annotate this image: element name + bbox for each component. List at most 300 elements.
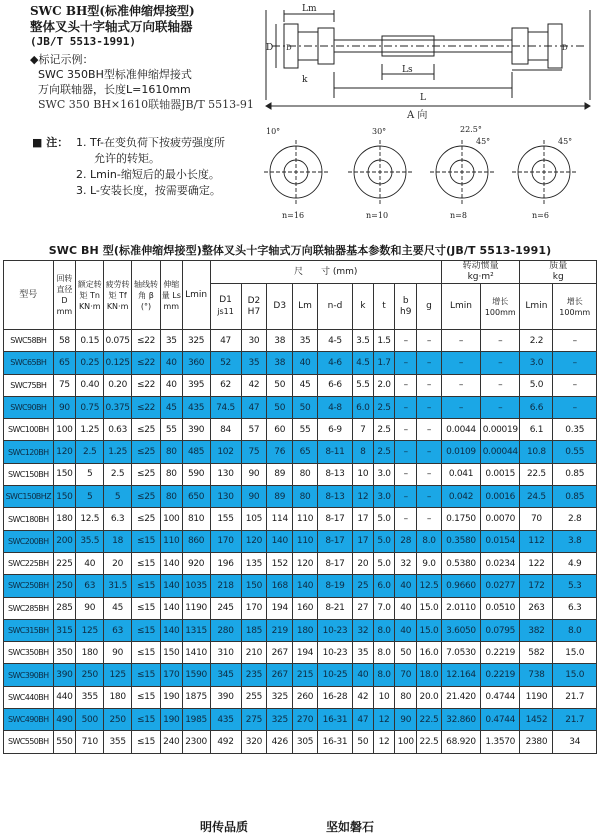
table-row [4,664,597,686]
header-dimensions: 尺 寸 (mm) [210,261,441,284]
header-d3: D3 [267,284,293,330]
value-cell: 3.5 [353,330,374,352]
table-row [4,575,597,597]
header-beta: 轴线转角 β (°) [132,261,161,330]
header-lmin: Lmin [182,261,210,330]
value-cell: 8-17 [317,508,352,530]
header-lm: Lm [293,284,318,330]
value-cell: 218 [210,575,241,597]
value-cell: 860 [182,530,210,552]
value-cell: 50 [395,642,417,664]
value-cell: 0.85 [553,486,597,508]
value-cell: 500 [76,709,104,731]
value-cell: 219 [267,619,293,641]
value-cell: 275 [241,709,267,731]
value-cell: 390 [53,664,76,686]
header-d2: D2 H7 [241,284,267,330]
value-cell: 240 [160,731,182,753]
value-cell: 435 [210,709,241,731]
bolt-count-label: n=16 [282,211,305,220]
value-cell: 8-19 [317,575,352,597]
value-cell: 170 [210,530,241,552]
value-cell: 8-11 [317,441,352,463]
value-cell: – [395,508,417,530]
value-cell: 263 [520,597,553,619]
table-title: SWC BH 型(标准伸缩焊接型)整体叉头十字轴式万向联轴器基本参数和主要尺寸(JB/T 5513-1991) [48,244,552,257]
value-cell: 180 [293,619,318,641]
value-cell: 8.0 [373,619,395,641]
note-3: 3. L-安装长度，按需要确定。 [76,184,221,197]
value-cell: 6.0 [373,575,395,597]
value-cell: 0.55 [553,441,597,463]
value-cell: 168 [267,575,293,597]
value-cell: – [481,352,520,374]
value-cell: – [481,396,520,418]
value-cell: 16-28 [317,686,352,708]
value-cell: 3.6050 [441,619,480,641]
value-cell: 0.0015 [481,463,520,485]
value-cell: 6.0 [353,396,374,418]
value-cell: ≤22 [132,352,161,374]
value-cell: 35 [241,352,267,374]
value-cell: ≤15 [132,530,161,552]
value-cell: – [481,330,520,352]
value-cell: 90 [104,642,132,664]
value-cell: 31.5 [104,575,132,597]
value-cell: 8.0 [553,619,597,641]
notes-lead: ■ 注： [32,136,69,149]
label-a-view: A 向 [407,110,428,120]
table-row [4,486,597,508]
flange-views [262,122,598,222]
value-cell: 1410 [182,642,210,664]
value-cell: 110 [293,508,318,530]
value-cell: 0.042 [441,486,480,508]
value-cell: – [395,463,417,485]
value-cell: 40 [76,552,104,574]
mark-example-code: SWC 350 BH×1610联轴器JB/T 5513-91 [38,98,254,111]
value-cell: 60 [267,419,293,441]
value-cell: 0.0795 [481,619,520,641]
value-cell: 3.0 [373,463,395,485]
model-cell: SWC350BH [4,642,54,664]
value-cell: 15.0 [553,664,597,686]
value-cell: 2.5 [373,396,395,418]
value-cell: 80 [160,463,182,485]
value-cell: 250 [76,664,104,686]
value-cell: – [417,396,442,418]
header-d: 回转直径 D mm [53,261,76,330]
header-ls: 伸缩量 Ls mm [160,261,182,330]
value-cell: ≤15 [132,597,161,619]
value-cell: 0.85 [553,463,597,485]
value-cell: 360 [182,352,210,374]
value-cell: 1590 [182,664,210,686]
value-cell: 315 [53,619,76,641]
value-cell: 196 [210,552,241,574]
top-section [0,0,600,232]
value-cell: 80 [160,486,182,508]
value-cell: 75 [53,374,76,396]
header-k: k [353,284,374,330]
model-cell: SWC75BH [4,374,54,396]
value-cell: – [553,374,597,396]
bolt-count-label: n=10 [366,211,389,220]
value-cell: 1452 [520,709,553,731]
value-cell: 0.2219 [481,664,520,686]
table-row [4,731,597,753]
value-cell: 0.00044 [481,441,520,463]
value-cell: 152 [267,552,293,574]
value-cell: 112 [520,530,553,552]
value-cell: 390 [210,686,241,708]
value-cell: 47 [210,330,241,352]
value-cell: ≤15 [132,552,161,574]
value-cell: 15.0 [417,619,442,641]
table-row [4,508,597,530]
value-cell: – [395,374,417,396]
header-inertia: 转动惯量 kg·m² [441,261,520,284]
value-cell: 135 [241,552,267,574]
value-cell: 0.041 [441,463,480,485]
value-cell: 1985 [182,709,210,731]
value-cell: 1.25 [76,419,104,441]
header-mass: 质量 kg [520,261,597,284]
value-cell: 390 [182,419,210,441]
bolt-count-label: n=6 [532,211,549,220]
model-cell: SWC285BH [4,597,54,619]
value-cell: 2.5 [76,441,104,463]
value-cell: 4-6 [317,352,352,374]
value-cell: 270 [293,709,318,731]
footer-slogan-left: 明传品质 [200,820,249,834]
value-cell: 55 [293,419,318,441]
value-cell: 255 [241,686,267,708]
angle-label: 30° [372,127,387,136]
value-cell: ≤15 [132,619,161,641]
value-cell: 89 [267,486,293,508]
value-cell: 170 [160,664,182,686]
value-cell: 20 [353,552,374,574]
value-cell: 180 [53,508,76,530]
value-cell: 0.40 [76,374,104,396]
value-cell: 1.3570 [481,731,520,753]
value-cell: 65 [293,441,318,463]
value-cell: ≤15 [132,642,161,664]
value-cell: 2.8 [553,508,597,530]
value-cell: 12.164 [441,664,480,686]
value-cell: 110 [160,530,182,552]
value-cell: 35 [293,330,318,352]
value-cell: 0.3580 [441,530,480,552]
value-cell: 5.5 [353,374,374,396]
model-cell: SWC120BH [4,441,54,463]
value-cell: 200 [53,530,76,552]
value-cell: 18 [104,530,132,552]
model-cell: SWC225BH [4,552,54,574]
value-cell: 0.5380 [441,552,480,574]
value-cell: 280 [210,619,241,641]
header-mass-inc: 增长 100mm [553,284,597,330]
value-cell: 0.75 [76,396,104,418]
value-cell: 485 [182,441,210,463]
value-cell: – [441,330,480,352]
model-cell: SWC390BH [4,664,54,686]
value-cell: 12.5 [417,575,442,597]
value-cell: 2380 [520,731,553,753]
value-cell: 10 [353,463,374,485]
value-cell: 63 [104,619,132,641]
label-k: k [302,75,308,85]
value-cell: ≤15 [132,575,161,597]
value-cell: 0.15 [76,330,104,352]
value-cell: 4-5 [317,330,352,352]
value-cell: 15.0 [553,642,597,664]
mark-example-heading: ◆标记示例： [30,53,94,66]
value-cell: 2.5 [373,441,395,463]
value-cell: 8-13 [317,486,352,508]
value-cell: 710 [76,731,104,753]
value-cell: 70 [520,508,553,530]
value-cell: 350 [53,642,76,664]
value-cell: 105 [241,508,267,530]
header-inertia-inc: 增长 100mm [481,284,520,330]
value-cell: 58 [53,330,76,352]
value-cell: – [441,352,480,374]
value-cell: 5.0 [373,552,395,574]
value-cell: ≤25 [132,419,161,441]
value-cell: 245 [210,597,241,619]
label-d: D [266,43,274,53]
value-cell: – [417,352,442,374]
value-cell: 10 [373,686,395,708]
value-cell: 8-21 [317,597,352,619]
value-cell: 30 [241,330,267,352]
value-cell: 65 [53,352,76,374]
value-cell: 12 [353,486,374,508]
value-cell: 1035 [182,575,210,597]
value-cell: 75 [241,441,267,463]
value-cell: – [395,486,417,508]
value-cell: 12 [373,731,395,753]
value-cell: 325 [267,686,293,708]
value-cell: ≤25 [132,463,161,485]
note-2: 2. Lmin-缩短后的最小长度。 [76,168,220,181]
value-cell: 120 [293,552,318,574]
model-cell: SWC200BH [4,530,54,552]
value-cell: 6.6 [520,396,553,418]
value-cell: 40 [293,352,318,374]
value-cell: 8.0 [417,530,442,552]
mark-example-line: 万向联轴器，长度L=1610mm [38,83,191,96]
value-cell: 16.0 [417,642,442,664]
value-cell: 0.0510 [481,597,520,619]
table-row [4,352,597,374]
table-row [4,530,597,552]
parameters-table [3,260,597,754]
value-cell: 260 [293,686,318,708]
value-cell: 45 [104,597,132,619]
value-cell: 1875 [182,686,210,708]
value-cell: 45 [293,374,318,396]
table-row [4,419,597,441]
value-cell: 2.0 [373,374,395,396]
value-cell: 267 [267,642,293,664]
table-row [4,642,597,664]
value-cell: 0.35 [553,419,597,441]
value-cell: 5 [76,463,104,485]
value-cell: 2.0110 [441,597,480,619]
value-cell: 490 [53,709,76,731]
value-cell: – [395,330,417,352]
value-cell: 8.0 [373,642,395,664]
value-cell: 4-8 [317,396,352,418]
value-cell: 40 [160,352,182,374]
value-cell: 90 [241,486,267,508]
model-cell: SWC180BH [4,508,54,530]
value-cell: 16-31 [317,709,352,731]
value-cell: 0.1750 [441,508,480,530]
value-cell: 0.375 [104,396,132,418]
value-cell: 90 [241,463,267,485]
value-cell: 28 [395,530,417,552]
value-cell: 20 [104,552,132,574]
table-row [4,552,597,574]
value-cell: 68.920 [441,731,480,753]
value-cell: 12 [373,709,395,731]
value-cell: 194 [293,642,318,664]
value-cell: 4.9 [553,552,597,574]
bolt-count-label: n=8 [450,211,467,220]
product-type: SWC BH型(标准伸缩焊接型) [30,4,195,18]
value-cell: 235 [241,664,267,686]
value-cell: ≤15 [132,731,161,753]
value-cell: 0.0109 [441,441,480,463]
value-cell: 40 [395,619,417,641]
value-cell: 22.5 [520,463,553,485]
value-cell: 24.5 [520,486,553,508]
value-cell: 5.0 [520,374,553,396]
value-cell: ≤22 [132,374,161,396]
value-cell: 125 [104,664,132,686]
value-cell: 4.5 [353,352,374,374]
angle-label: 10° [266,127,281,136]
table-body [4,330,597,754]
label-d2: D [562,44,568,52]
value-cell: 7.0 [373,597,395,619]
value-cell: 18.0 [417,664,442,686]
value-cell: 80 [293,463,318,485]
value-cell: 150 [53,486,76,508]
table-row [4,686,597,708]
value-cell: 9.0 [417,552,442,574]
value-cell: 160 [293,597,318,619]
value-cell: 114 [267,508,293,530]
value-cell: 140 [160,575,182,597]
value-cell: 355 [104,731,132,753]
value-cell: – [417,463,442,485]
value-cell: 38 [267,352,293,374]
value-cell: 80 [293,486,318,508]
value-cell: 21.7 [553,686,597,708]
table-row [4,441,597,463]
label-ls: Ls [402,65,413,75]
value-cell: 3.0 [373,486,395,508]
value-cell: 6.1 [520,419,553,441]
value-cell: 5 [76,486,104,508]
value-cell: 25 [353,575,374,597]
value-cell: 55 [160,419,182,441]
value-cell: 6.3 [553,597,597,619]
value-cell: 382 [520,619,553,641]
value-cell: 140 [160,552,182,574]
value-cell: – [441,396,480,418]
model-cell: SWC250BH [4,575,54,597]
value-cell: 6.3 [104,508,132,530]
value-cell: 47 [241,396,267,418]
value-cell: 810 [182,508,210,530]
value-cell: ≤22 [132,396,161,418]
value-cell: – [417,419,442,441]
value-cell: 20.0 [417,686,442,708]
value-cell: 1.5 [373,330,395,352]
header-b: b h9 [395,284,417,330]
coupling-drawing [262,2,594,120]
table-row [4,619,597,641]
value-cell: – [395,352,417,374]
value-cell: 16-31 [317,731,352,753]
value-cell: ≤25 [132,441,161,463]
value-cell: 17 [353,530,374,552]
value-cell: 1190 [182,597,210,619]
model-cell: SWC100BH [4,419,54,441]
value-cell: 5 [104,486,132,508]
footer-slogan-right: 坚如磐石 [326,820,375,834]
value-cell: 267 [267,664,293,686]
value-cell: 170 [241,597,267,619]
value-cell: ≤15 [132,664,161,686]
value-cell: 0.63 [104,419,132,441]
note-1-cont: 允许的转矩。 [94,152,160,165]
value-cell: 190 [160,709,182,731]
value-cell: 225 [53,552,76,574]
header-d1: D1 js11 [210,284,241,330]
value-cell: 120 [241,530,267,552]
value-cell: 38 [267,330,293,352]
value-cell: 100 [160,508,182,530]
value-cell: 0.25 [76,352,104,374]
value-cell: 140 [267,530,293,552]
value-cell: 70 [395,664,417,686]
header-mass-lmin: Lmin [520,284,553,330]
value-cell: 0.125 [104,352,132,374]
product-name: 整体叉头十字轴式万向联轴器 [30,19,193,34]
value-cell: 21.420 [441,686,480,708]
value-cell: 5.3 [553,575,597,597]
value-cell: 180 [76,642,104,664]
value-cell: 22.5 [417,709,442,731]
value-cell: 190 [160,686,182,708]
table-row [4,396,597,418]
value-cell: 426 [267,731,293,753]
value-cell: 8-13 [317,463,352,485]
value-cell: 10-23 [317,619,352,641]
value-cell: 0.0016 [481,486,520,508]
value-cell: 8-17 [317,530,352,552]
value-cell: 582 [520,642,553,664]
value-cell: – [395,419,417,441]
table-row [4,709,597,731]
